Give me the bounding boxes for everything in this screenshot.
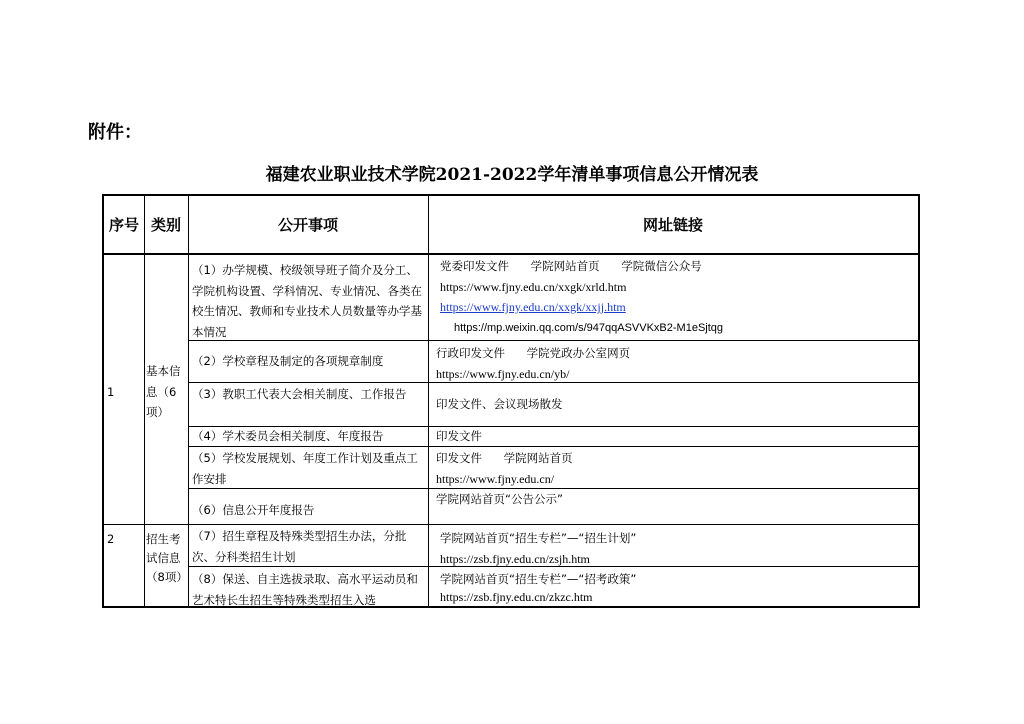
group-category: 基本信息（6项） — [146, 364, 181, 419]
attachment-label: 附件： — [88, 122, 142, 143]
group-seq: 2 — [107, 532, 115, 546]
document-title: 福建农业职业技术学院2021-2022学年清单事项信息公开情况表 — [265, 165, 759, 185]
grid-line — [104, 253, 918, 255]
url-link[interactable]: https://mp.weixin.qq.com/s/947qqASVVKxB2-M1eSjtqg — [454, 321, 724, 334]
source-text: 学院网站首页 — [530, 259, 600, 273]
grid-line — [188, 196, 189, 606]
url-link[interactable]: https://www.fjny.edu.cn/yb/ — [436, 366, 570, 381]
item-cell: （1）办学规模、校级领导班子简介及分工、学院机构设置、学科情况、专业情况、各类在校生情况、教师和专业技术人员数量等办学基本情况 — [192, 263, 422, 339]
url-cell — [436, 343, 906, 384]
header-seq: 序号 — [108, 216, 139, 234]
url-cell — [440, 570, 910, 606]
source-text: 学院网站首页“招生专栏”—“招考政策” — [440, 572, 637, 586]
url-link[interactable]: https://www.fjny.edu.cn/xxgk/xxjj.htm — [440, 300, 626, 314]
item-cell: （8）保送、自主选拔录取、高水平运动员和艺术特长生招生等特殊类型招生入选 — [192, 572, 418, 606]
url-link[interactable]: https://www.fjny.edu.cn/ — [436, 471, 555, 486]
url-cell: 印发文件 — [436, 429, 482, 443]
group-seq: 1 — [107, 385, 115, 399]
header-item: 公开事项 — [277, 216, 338, 234]
url-cell: 印发文件、会议现场散发 — [436, 397, 563, 411]
header-url: 网址链接 — [642, 216, 703, 234]
source-text: 学院网站首页“招生专栏”—“招生计划” — [440, 531, 637, 545]
header-category: 类别 — [150, 216, 181, 234]
url-cell — [440, 256, 910, 338]
grid-line — [104, 524, 918, 525]
url-cell — [440, 528, 910, 569]
source-text: 印发文件 — [436, 451, 482, 465]
grid-line — [428, 196, 429, 606]
item-cell: （2）学校章程及制定的各项规章制度 — [192, 354, 384, 368]
item-cell: （7）招生章程及特殊类型招生办法，分批次、分科类招生计划 — [192, 529, 407, 564]
source-text: 学院网站首页 — [503, 451, 573, 465]
source-text: 学院党政办公室网页 — [526, 346, 631, 360]
source-text: 行政印发文件 — [436, 346, 505, 360]
item-cell: （3）教职工代表大会相关制度、工作报告 — [192, 387, 407, 401]
url-link[interactable]: https://zsb.fjny.edu.cn/zsjh.htm — [440, 551, 590, 566]
disclosure-table — [102, 194, 920, 608]
item-cell: （5）学校发展规划、年度工作计划及重点工作安排 — [192, 451, 418, 486]
url-link[interactable]: https://zsb.fjny.edu.cn/zkzc.htm — [440, 590, 593, 604]
url-cell: 学院网站首页“公告公示” — [436, 492, 563, 506]
group-category: 招生考试信息（8项） — [146, 532, 188, 584]
url-cell — [436, 448, 906, 489]
grid-line — [144, 196, 145, 606]
item-cell: （6）信息公开年度报告 — [192, 503, 315, 517]
source-text: 党委印发文件 — [440, 259, 509, 273]
source-text: 学院微信公众号 — [621, 259, 702, 273]
url-link[interactable]: https://www.fjny.edu.cn/xxgk/xrld.htm — [440, 279, 627, 294]
item-cell: （4）学术委员会相关制度、年度报告 — [192, 429, 384, 443]
